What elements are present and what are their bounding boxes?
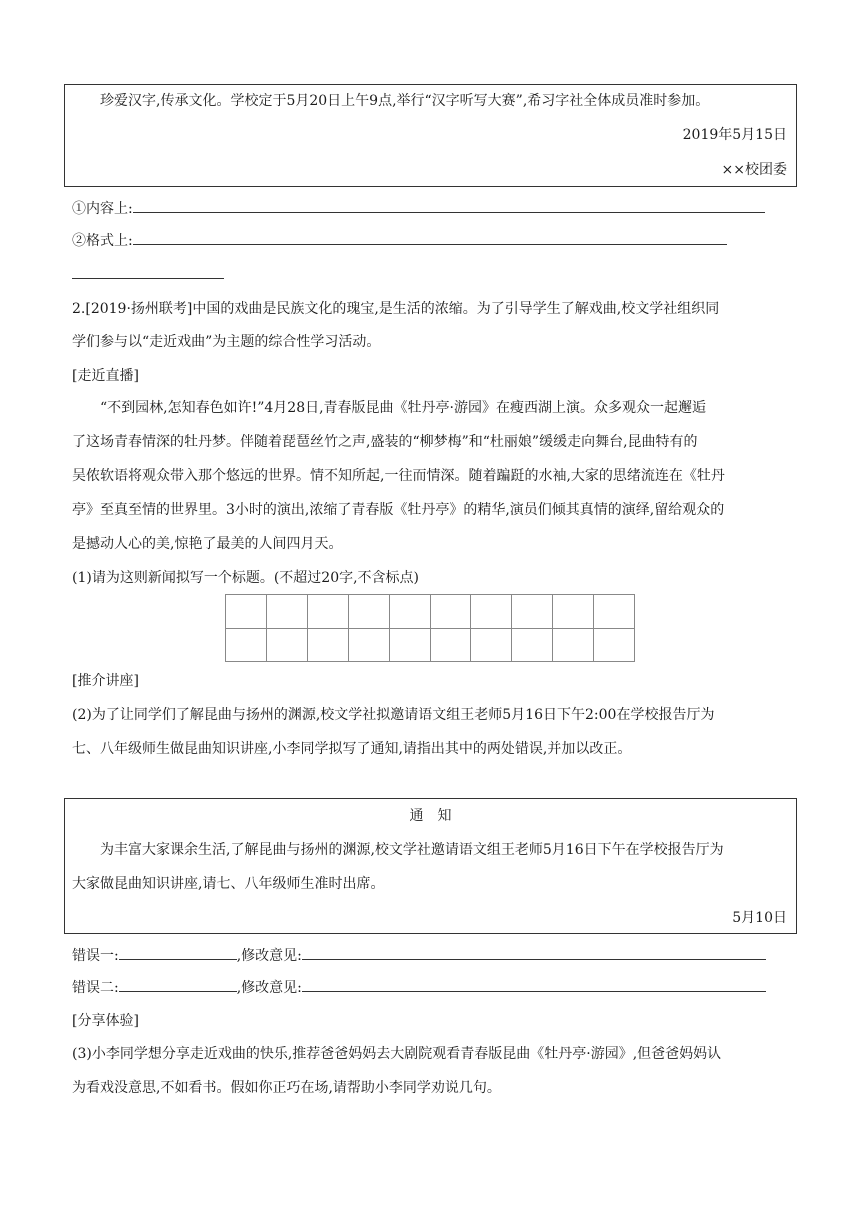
grid-cell[interactable]: [308, 629, 349, 663]
notice1-signer: ××校团委: [721, 162, 787, 178]
error-row-2: [72, 977, 766, 998]
sub-question-3-line1: (3)小李同学想分享走近戏曲的快乐,推荐爸爸妈妈去大剧院观看青春版昆曲《牡丹亭·游园》,但爸爸妈妈认: [72, 1046, 722, 1062]
fix1-label: ,修改意见:: [236, 948, 302, 964]
passage-line-5: 是撼动人心的美,惊艳了最美的人间四月天。: [72, 536, 343, 552]
error2-label: 错误二:: [72, 980, 119, 996]
grid-cell[interactable]: [226, 595, 267, 629]
grid-cell[interactable]: [226, 629, 267, 663]
notice1-date: 2019年5月15日: [682, 127, 787, 143]
grid-cell[interactable]: [594, 595, 635, 629]
format-answer-line[interactable]: [133, 230, 727, 245]
fix1-answer-line[interactable]: [302, 945, 766, 960]
passage-line-4: 亭》至真至情的世界里。3小时的演出,浓缩了青春版《牡丹亭》的精华,演员们倾其真情的演绎,留给观众的: [72, 502, 725, 518]
sub-question-1: (1)请为这则新闻拟写一个标题。(不超过20字,不含标点): [72, 570, 420, 586]
q2-intro-line2: 学们参与以“走近戏曲”为主题的综合性学习活动。: [72, 334, 381, 350]
error1-label: 错误一:: [72, 948, 119, 964]
grid-cell[interactable]: [594, 629, 635, 663]
grid-cell[interactable]: [471, 629, 512, 663]
error2-answer-line[interactable]: [119, 977, 237, 992]
passage-line-2: 了这场青春情深的牡丹梦。伴随着琵琶丝竹之声,盛装的“柳梦梅”和“杜丽娘”缓缓走向舞台,昆曲特有的: [72, 434, 698, 450]
content-answer-line[interactable]: [133, 198, 765, 213]
grid-cell[interactable]: [349, 595, 390, 629]
notice1-body: 珍爱汉字,传承文化。学校定于5月20日上午9点,举行“汉字听写大赛”,希习字社全体成员准时参加。: [100, 93, 710, 109]
sub-question-2-line1: (2)为了让同学们了解昆曲与扬州的渊源,校文学社拟邀请语文组王老师5月16日下午2:00在学校报告厅为: [72, 707, 715, 723]
grid-cell[interactable]: [349, 629, 390, 663]
format-label: ②格式上:: [72, 233, 133, 249]
grid-cell[interactable]: [471, 595, 512, 629]
grid-cell[interactable]: [553, 595, 594, 629]
passage-line-1: “不到园林,怎知春色如许!”4月28日,青春版昆曲《牡丹亭·游园》在瘦西湖上演。众多观众一起邂逅: [100, 400, 707, 416]
grid-cell[interactable]: [431, 629, 472, 663]
grid-cell[interactable]: [553, 629, 594, 663]
q2-intro-line1: 2.[2019·扬州联考]中国的戏曲是民族文化的瑰宝,是生活的浓缩。为了引导学生了解戏曲,校文学社组织同: [72, 301, 720, 317]
grid-cell[interactable]: [267, 595, 308, 629]
fix2-label: ,修改意见:: [236, 980, 302, 996]
sub-question-2-line2: 七、八年级师生做昆曲知识讲座,小李同学拟写了通知,请指出其中的两处错误,并加以改正。: [72, 741, 632, 757]
content-answer-row: [72, 198, 765, 219]
error-row-1: [72, 945, 766, 966]
grid-cell[interactable]: [390, 629, 431, 663]
title-answer-grid[interactable]: [225, 594, 635, 662]
sub-question-3-line2: 为看戏没意思,不如看书。假如你正巧在场,请帮助小李同学劝说几句。: [72, 1080, 501, 1096]
format-answer-line-2[interactable]: [72, 262, 224, 279]
passage-line-3: 吴侬软语将观众带入那个悠远的世界。情不知所起,一往而情深。随着蹁跹的水袖,大家的思绪流连在《牡丹: [72, 468, 725, 484]
grid-cell[interactable]: [512, 595, 553, 629]
notice2-title: 通 知: [409, 808, 452, 824]
grid-cell[interactable]: [267, 629, 308, 663]
grid-cell[interactable]: [308, 595, 349, 629]
grid-cell[interactable]: [431, 595, 472, 629]
section-heading-share: [分享体验]: [72, 1013, 139, 1029]
content-label: ①内容上:: [72, 201, 133, 217]
fix2-answer-line[interactable]: [302, 977, 766, 992]
grid-cell[interactable]: [512, 629, 553, 663]
section-heading-live: [走近直播]: [72, 368, 139, 384]
format-answer-row: [72, 230, 727, 251]
grid-cell[interactable]: [390, 595, 431, 629]
section-heading-lecture: [推介讲座]: [72, 673, 139, 689]
notice2-date: 5月10日: [732, 910, 787, 926]
notice2-line1: 为丰富大家课余生活,了解昆曲与扬州的渊源,校文学社邀请语文组王老师5月16日下午在学校报告厅为: [100, 842, 724, 858]
error1-answer-line[interactable]: [119, 945, 237, 960]
notice2-line2: 大家做昆曲知识讲座,请七、八年级师生准时出席。: [72, 876, 385, 892]
